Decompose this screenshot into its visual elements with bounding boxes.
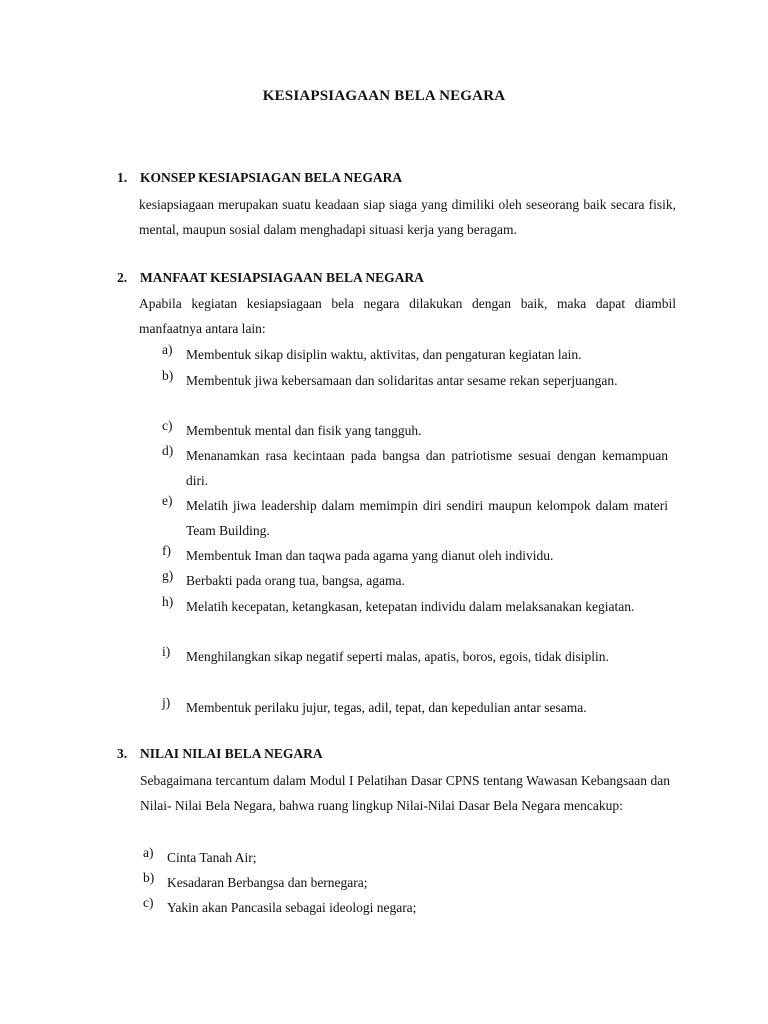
list-marker: i) [162,644,171,659]
list-text: Melatih kecepatan, ketangkasan, ketepatan individu dalam melaksanakan kegiatan. [186,599,635,614]
section-number: 3. [117,746,128,761]
list-text: Membentuk Iman dan taqwa pada agama yang dianut oleh individu. [186,548,554,563]
list-text: Berbakti pada orang tua, bangsa, agama. [186,573,405,588]
list-marker: b) [162,368,174,383]
list-text: Cinta Tanah Air; [167,850,257,865]
section-heading: KONSEP KESIAPSIAGAN BELA NEGARA [140,170,403,185]
list-text: Membentuk jiwa kebersamaan dan solidaritas antar sesame rekan seperjuangan. [186,373,618,388]
list-marker: c) [162,418,173,433]
section-heading: MANFAAT KESIAPSIAGAAN BELA NEGARA [140,270,424,285]
list-marker: b) [143,870,155,885]
list-text: Melatih jiwa leadership dalam memimpin diri sendiri maupun kelompok dalam materi Team Building. [186,498,668,538]
list-marker: g) [162,568,174,583]
list-marker: e) [162,493,173,508]
section-paragraph: kesiapsiagaan merupakan suatu keadaan siap siaga yang dimiliki oleh seseorang baik secara fisik, mental, maupun sosial dalam menghadapi situasi kerja yang beragam. [139,197,676,237]
list-text: Membentuk mental dan fisik yang tangguh. [186,423,422,438]
list-marker: c) [143,895,154,910]
list-text: Yakin akan Pancasila sebagai ideologi negara; [167,900,417,915]
list-text: Menanamkan rasa kecintaan pada bangsa dan patriotisme sesuai dengan kemampuan diri. [186,448,668,488]
section-number: 2. [117,270,128,285]
list-marker: j) [162,695,171,710]
list-text: Menghilangkan sikap negatif seperti malas, apatis, boros, egois, tidak disiplin. [186,649,609,664]
section-heading: NILAI NILAI BELA NEGARA [140,746,323,761]
list-marker: d) [162,443,174,458]
list-text: Membentuk sikap disiplin waktu, aktivitas, dan pengaturan kegiatan lain. [186,347,582,362]
list-marker: a) [162,342,173,357]
list-text: Membentuk perilaku jujur, tegas, adil, tepat, dan kepedulian antar sesama. [186,700,587,715]
list-marker: h) [162,594,174,609]
list-marker: a) [143,845,154,860]
section-number: 1. [117,170,128,185]
list-marker: f) [162,543,171,558]
list-text: Kesadaran Berbangsa dan bernegara; [167,875,368,890]
document-title: KESIAPSIAGAAN BELA NEGARA [262,88,506,104]
section-paragraph: Sebagaimana tercantum dalam Modul I Pelatihan Dasar CPNS tentang Wawasan Kebangsaan dan Nilai- Nilai Bela Negara, bahwa ruang lingkup Nilai-Nilai Dasar Bela Negara mencakup: [140,773,670,813]
section-paragraph: Apabila kegiatan kesiapsiagaan bela negara dilakukan dengan baik, maka dapat diambil manfaatnya antara lain: [139,296,676,336]
